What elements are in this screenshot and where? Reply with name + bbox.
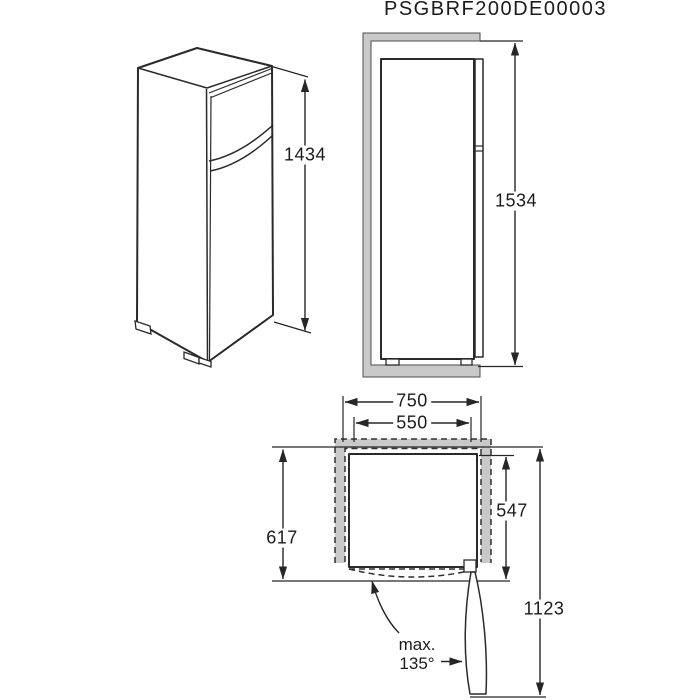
fridge-3d-outline <box>137 48 273 362</box>
fridge-foot <box>386 359 399 365</box>
dimension-label-body-depth: 547 <box>493 502 531 521</box>
fridge-foot <box>461 359 472 365</box>
extension-line <box>272 67 308 78</box>
dimension-label-height-niche: 1534 <box>492 192 540 211</box>
dimension-label-niche-width: 750 <box>393 392 431 411</box>
niche-wall-left <box>335 439 345 563</box>
door-open-outline <box>465 572 486 694</box>
fridge-side-body <box>381 59 474 359</box>
dimension-label-height-appliance: 1434 <box>281 146 329 165</box>
fridge-top-body <box>349 454 477 567</box>
door-hinge-square <box>464 560 476 572</box>
door-angle-value: 135° <box>399 654 435 673</box>
dimension-label-appliance-width: 550 <box>393 414 431 433</box>
door-angle-prefix: max. <box>398 635 436 654</box>
fridge-side-door <box>475 59 483 357</box>
door-closed-dashed-arc <box>349 569 477 577</box>
fridge-perspective-view <box>135 48 311 367</box>
dimension-label-depth-total: 617 <box>263 529 301 548</box>
fridge-3d-front-edge <box>207 89 208 361</box>
dimension-label-depth-door-open: 1123 <box>521 600 568 619</box>
niche-wall-right <box>481 439 491 563</box>
model-code-title: PSGBRF200DE00003 <box>384 0 608 20</box>
door-opening-angle-label <box>397 635 438 673</box>
angle-leader-curve <box>372 581 399 633</box>
